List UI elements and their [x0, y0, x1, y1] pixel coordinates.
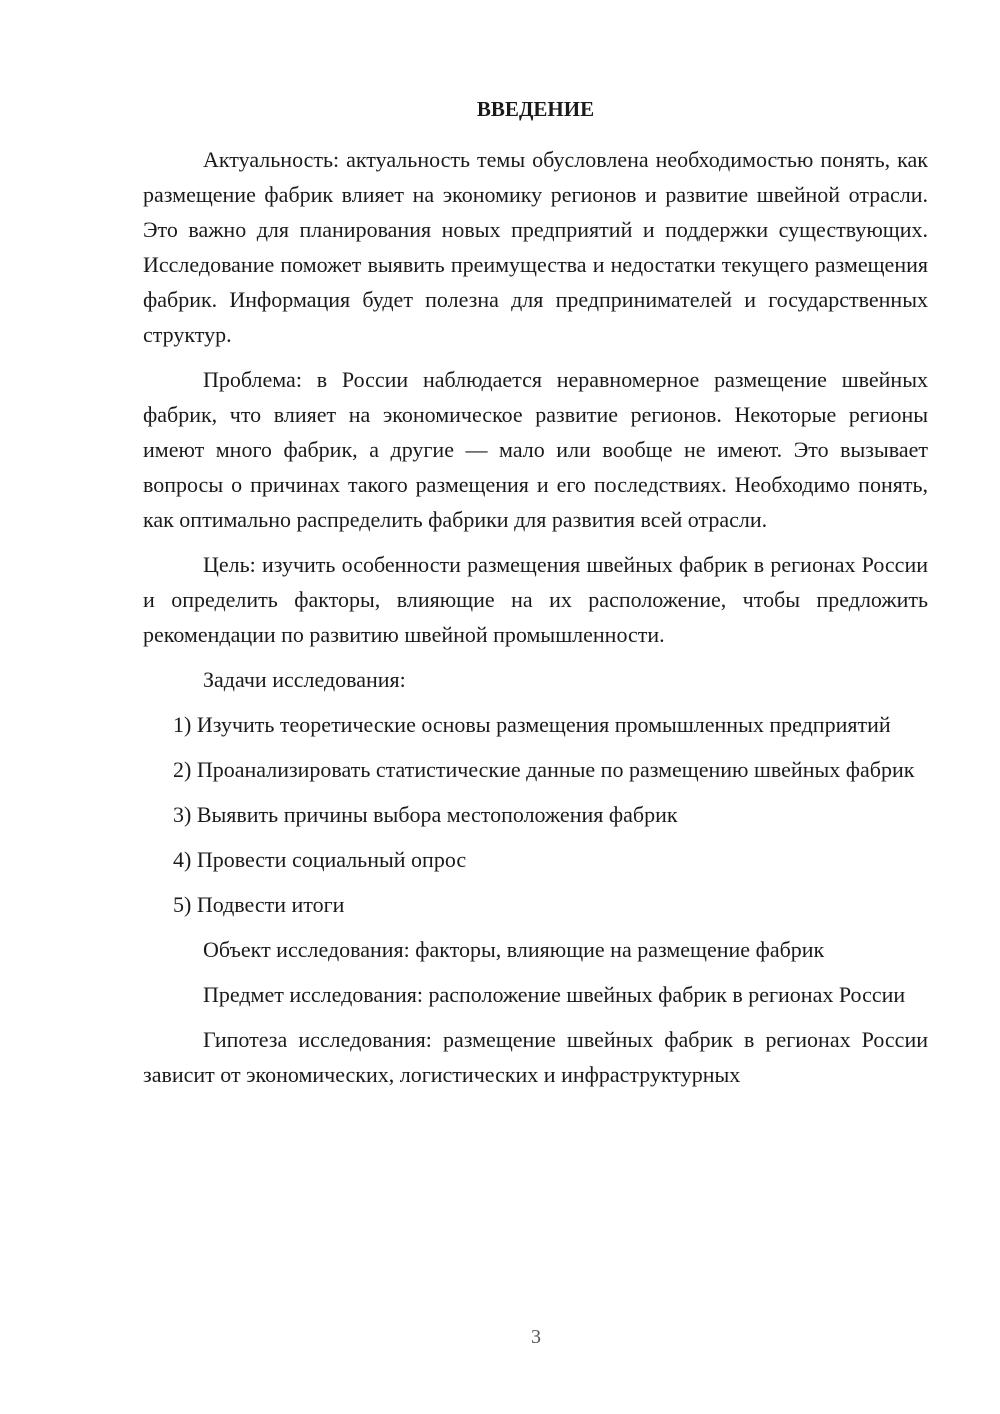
task-item-5: 5) Подвести итоги	[173, 892, 345, 917]
document-page	[143, 92, 928, 1092]
task-item-1: 1) Изучить теоретические основы размещения промышленных предприятий	[173, 712, 891, 737]
section-title: ВВЕДЕНИЕ	[476, 97, 595, 121]
paragraph-object: Объект исследования: факторы, влияющие на размещение фабрик	[203, 937, 825, 962]
paragraph-tasks-heading: Задачи исследования:	[203, 667, 406, 692]
task-item-4: 4) Провести социальный опрос	[173, 847, 467, 872]
paragraph-subject: Предмет исследования: расположение швейных фабрик в регионах России	[203, 982, 906, 1007]
page-number: 3	[531, 1326, 541, 1348]
task-item-3: 3) Выявить причины выбора местоположения фабрик	[173, 802, 678, 827]
paragraph-relevance: Актуальность: актуальность темы обусловлена необходимостью понять, как размещение фабрик влияет на экономику регионов и развитие швейной отрасли. Это важно для планирования новых предприятий и поддержки существующих. Исследование поможет выявить преимущества и недостатки текущего размещения фабрик. Информация будет полезна для предпринимателей и государственных структур.	[143, 147, 928, 347]
task-item-2: 2) Проанализировать статистические данные по размещению швейных фабрик	[173, 757, 915, 782]
paragraph-goal: Цель: изучить особенности размещения швейных фабрик в регионах России и определить факторы, влияющие на их расположение, чтобы предложить рекомендации по развитию швейной промышленности.	[143, 552, 928, 647]
paragraph-problem: Проблема: в России наблюдается неравномерное размещение швейных фабрик, что влияет на экономическое развитие регионов. Некоторые регионы имеют много фабрик, а другие — мало или вообще не имеют. Это вызывает вопросы о причинах такого размещения и его последствиях. Необходимо понять, как оптимально распределить фабрики для развития всей отрасли.	[143, 367, 928, 532]
paragraph-hypothesis: Гипотеза исследования: размещение швейных фабрик в регионах России зависит от экономических, логистических и инфраструктурных	[143, 1027, 928, 1087]
